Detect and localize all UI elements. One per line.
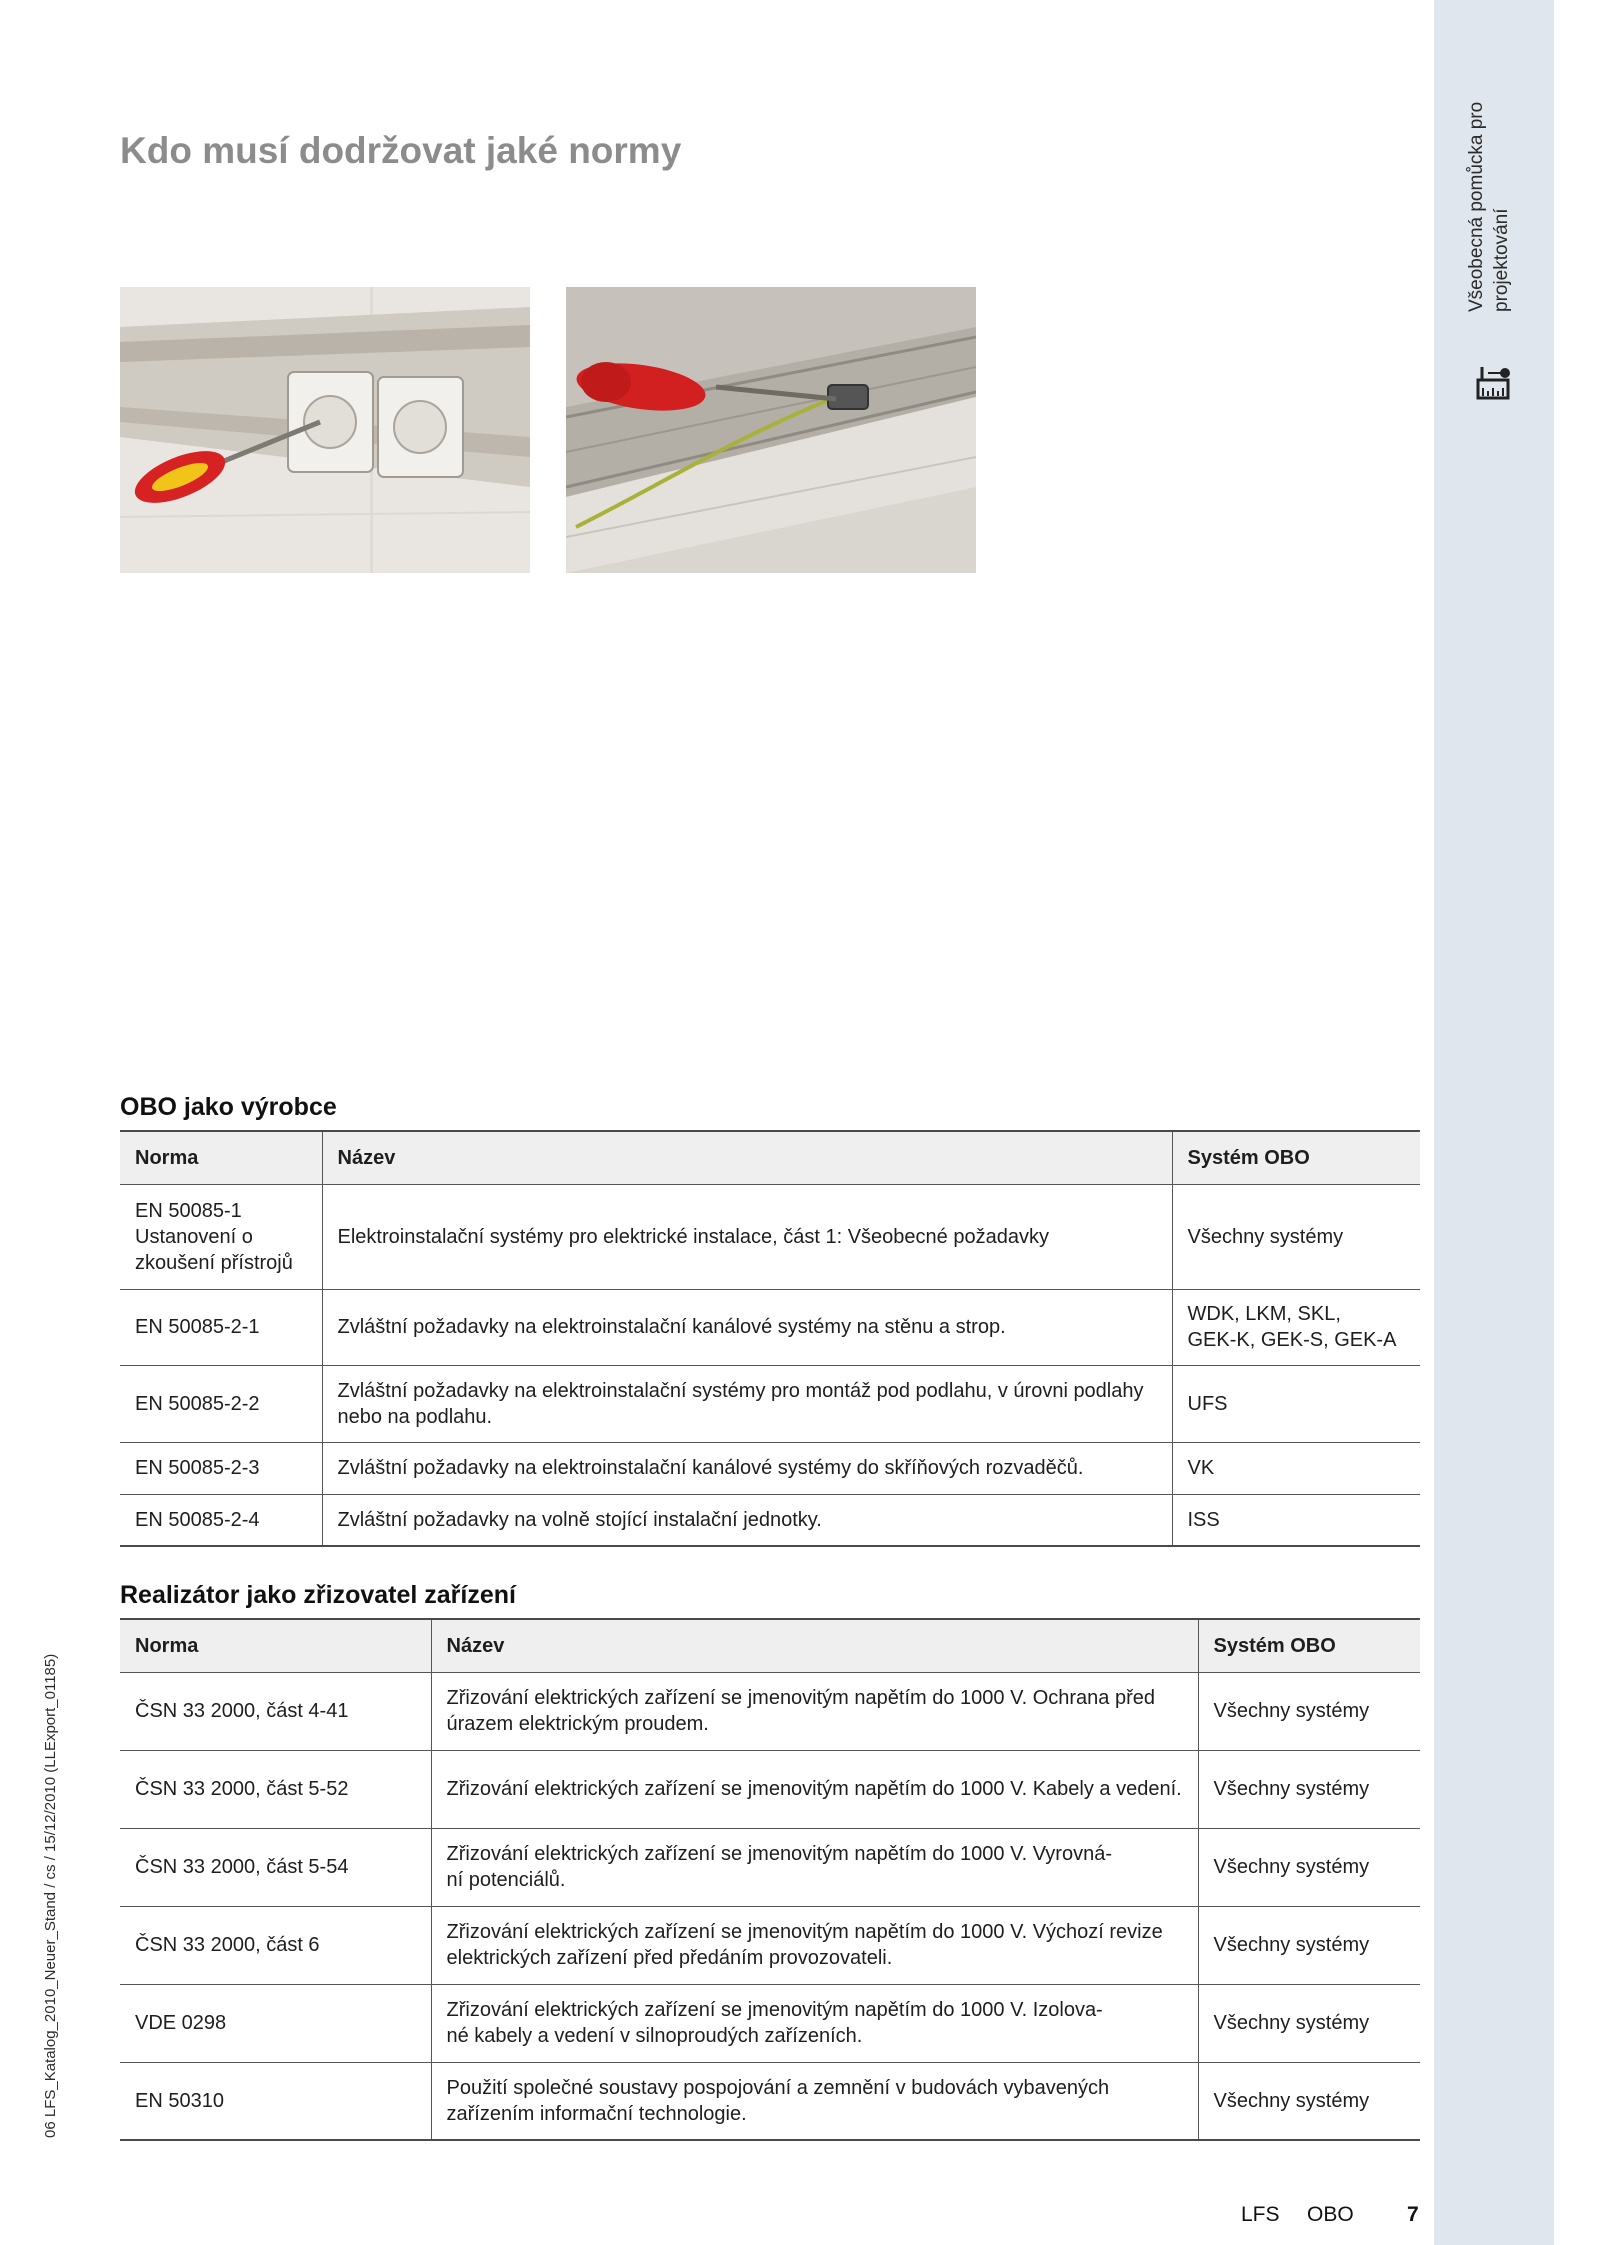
installer-section-title: Realizátor jako zřizovatel zařízení: [120, 1581, 516, 1609]
table-row: [120, 1494, 1420, 1546]
norma-cell: VDE 0298: [120, 1984, 431, 2062]
norma-cell: EN 50085-2-2: [120, 1365, 322, 1442]
page-title: Kdo musí dodržovat jaké normy: [120, 130, 682, 171]
norma-cell: ČSN 33 2000, část 5-54: [120, 1828, 431, 1906]
norma-cell: EN 50085-1 Ustanovení o zkoušení přístrojů: [120, 1184, 322, 1289]
footer-brand-obo: OBO: [1307, 2203, 1354, 2226]
table-row: [120, 1750, 1420, 1828]
page-number: 7: [1407, 2203, 1419, 2226]
table-row: [120, 1672, 1420, 1750]
column-header-norma: Norma: [120, 1131, 322, 1184]
print-info: 06 LFS_Katalog_2010_Neuer_Stand / cs / 15/12/2010 (LLExport_01185): [42, 1653, 59, 2138]
column-header-norma: Norma: [120, 1619, 431, 1672]
table-row: [120, 1289, 1420, 1365]
ruler-screwdriver-icon: [1474, 364, 1514, 402]
system-cell: VK: [1172, 1442, 1420, 1494]
manufacturer-section-title: OBO jako výrobce: [120, 1093, 337, 1121]
norma-cell: EN 50310: [120, 2062, 431, 2140]
nazev-cell: Zvláštní požadavky na volně stojící instalační jednotky.: [322, 1494, 1172, 1546]
table-row: [120, 1184, 1420, 1289]
system-cell: Všechny systémy: [1198, 1828, 1420, 1906]
table-row: [120, 1984, 1420, 2062]
norma-cell: ČSN 33 2000, část 5-52: [120, 1750, 431, 1828]
installer-standards-table: [120, 1618, 1420, 2141]
cable-trunking-socket-photo: [120, 287, 530, 573]
nazev-cell: Elektroinstalační systémy pro elektrické instalace, část 1: Všeobecné požadavky: [322, 1184, 1172, 1289]
system-cell: Všechny systémy: [1198, 1750, 1420, 1828]
system-cell: ISS: [1172, 1494, 1420, 1546]
nazev-cell: Zřizování elektrických zařízení se jmenovitým napětím do 1000 V. Výchozí revize elektrických zařízení před předáním provozovateli.: [431, 1906, 1198, 1984]
table-header-row: [120, 1131, 1420, 1184]
nazev-cell: Zvláštní požadavky na elektroinstalační kanálové systémy do skříňových rozvaděčů.: [322, 1442, 1172, 1494]
system-cell: WDK, LKM, SKL, GEK-K, GEK-S, GEK-A: [1172, 1289, 1420, 1365]
side-vertical-label: Všeobecná pomůcka pro projektování: [1466, 101, 1512, 312]
nazev-cell: Zvláštní požadavky na elektroinstalační kanálové systémy na stěnu a strop.: [322, 1289, 1172, 1365]
system-cell: Všechny systémy: [1198, 2062, 1420, 2140]
norma-cell: EN 50085-2-1: [120, 1289, 322, 1365]
nazev-cell: Použití společné soustavy pospojování a zemnění v budovách vybavených zařízením informační technologie.: [431, 2062, 1198, 2140]
nazev-cell: Zřizování elektrických zařízení se jmenovitým napětím do 1000 V. Izolova- né kabely a vedení v silnoproudých zařízeních.: [431, 1984, 1198, 2062]
nazev-cell: Zřizování elektrických zařízení se jmenovitým napětím do 1000 V. Kabely a vedení.: [431, 1750, 1198, 1828]
side-panel: [1434, 0, 1554, 2245]
norma-cell: ČSN 33 2000, část 6: [120, 1906, 431, 1984]
nazev-cell: Zřizování elektrických zařízení se jmenovitým napětím do 1000 V. Ochrana před úrazem elektrickým proudem.: [431, 1672, 1198, 1750]
table-row: [120, 2062, 1420, 2140]
table-row: [120, 1906, 1420, 1984]
norma-cell: EN 50085-2-3: [120, 1442, 322, 1494]
system-cell: Všechny systémy: [1198, 1672, 1420, 1750]
table-row: [120, 1365, 1420, 1442]
footer-brand-lfs: LFS: [1241, 2203, 1280, 2226]
table-header-row: [120, 1619, 1420, 1672]
system-cell: Všechny systémy: [1172, 1184, 1420, 1289]
norma-cell: EN 50085-2-4: [120, 1494, 322, 1546]
system-cell: Všechny systémy: [1198, 1906, 1420, 1984]
table-row: [120, 1828, 1420, 1906]
system-cell: Všechny systémy: [1198, 1984, 1420, 2062]
system-cell: UFS: [1172, 1365, 1420, 1442]
nazev-cell: Zřizování elektrických zařízení se jmenovitým napětím do 1000 V. Vyrovná- ní potenciálů.: [431, 1828, 1198, 1906]
column-header-nazev: Název: [431, 1619, 1198, 1672]
norma-cell: ČSN 33 2000, část 4-41: [120, 1672, 431, 1750]
nazev-cell: Zvláštní požadavky na elektroinstalační systémy pro montáž pod podlahu, v úrovni podlahy nebo na podlahu.: [322, 1365, 1172, 1442]
column-header-system: Systém OBO: [1198, 1619, 1420, 1672]
column-header-nazev: Název: [322, 1131, 1172, 1184]
manufacturer-standards-table: [120, 1130, 1420, 1547]
column-header-system: Systém OBO: [1172, 1131, 1420, 1184]
table-row: [120, 1442, 1420, 1494]
cable-tray-earthing-photo: [566, 287, 976, 573]
